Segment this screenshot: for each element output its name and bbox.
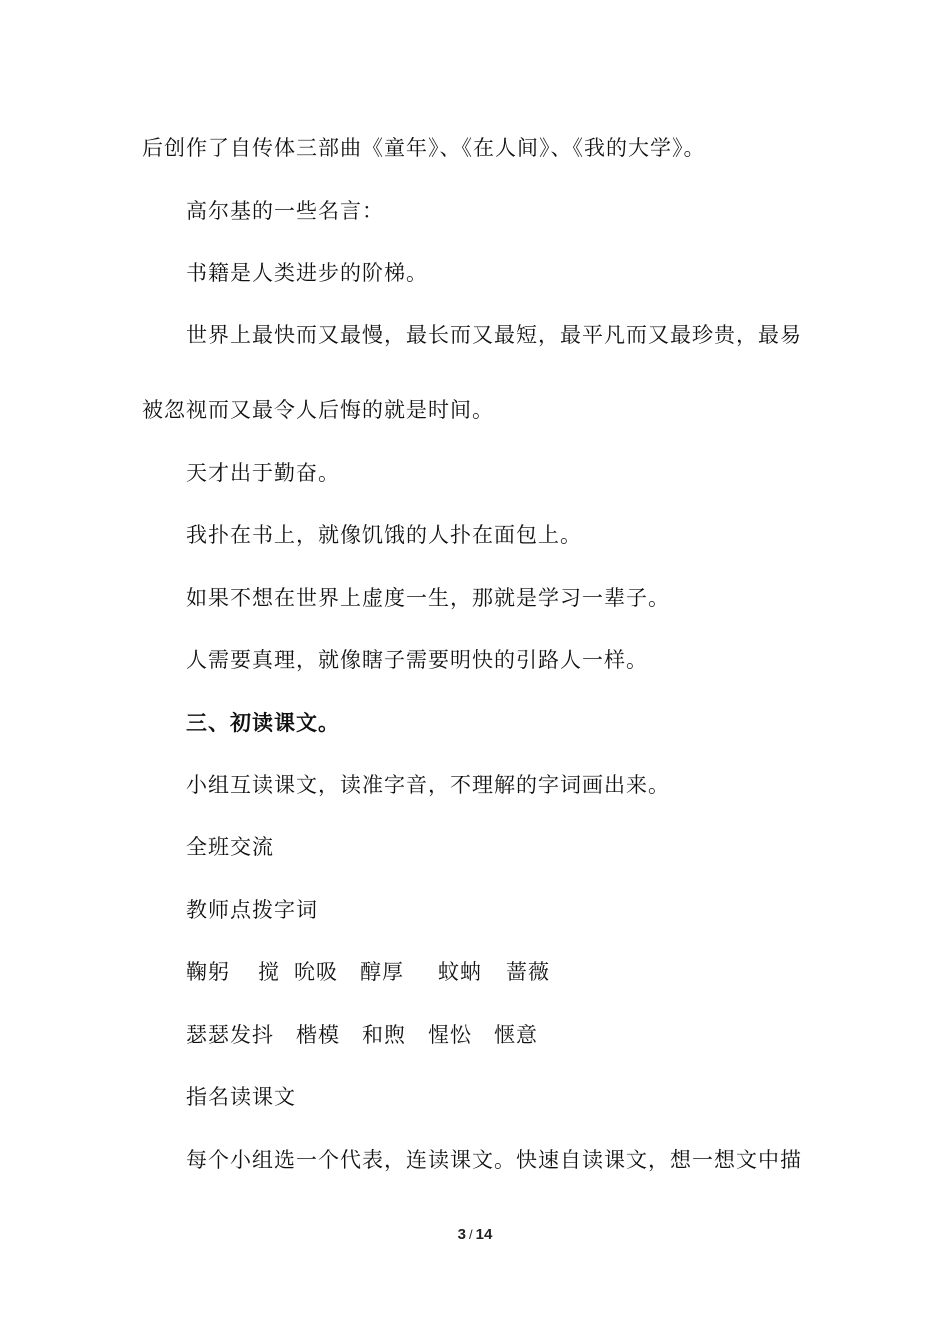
vocab-row bbox=[186, 1021, 538, 1049]
section-heading: 三、初读课文。 bbox=[186, 710, 340, 735]
page-separator: / bbox=[469, 1227, 473, 1242]
total-pages: 14 bbox=[475, 1226, 493, 1243]
quote-line: 书籍是人类进步的阶梯。 bbox=[186, 261, 428, 285]
quote-line: 世界上最快而又最慢，最长而又最短，最平凡而又最珍贵，最易 bbox=[186, 323, 802, 347]
vocab-word: 醇厚 bbox=[360, 960, 404, 984]
vocab-word: 搅 bbox=[258, 960, 280, 984]
vocab-word: 惺忪 bbox=[428, 1023, 472, 1047]
vocab-word: 和煦 bbox=[362, 1023, 406, 1047]
paragraph-line: 指名读课文 bbox=[186, 1085, 296, 1109]
quote-line: 人需要真理，就像瞎子需要明快的引路人一样。 bbox=[186, 648, 648, 672]
vocab-word: 蔷薇 bbox=[506, 960, 550, 984]
quote-line-continued: 被忽视而又最令人后悔的就是时间。 bbox=[142, 398, 494, 422]
quote-line: 如果不想在世界上虚度一生，那就是学习一辈子。 bbox=[186, 586, 670, 610]
paragraph-line: 教师点拨字词 bbox=[186, 898, 318, 922]
vocab-word: 瑟瑟发抖 bbox=[186, 1023, 274, 1047]
vocab-word: 惬意 bbox=[494, 1023, 538, 1047]
paragraph-line: 后创作了自传体三部曲《童年》、《在人间》、《我的大学》。 bbox=[142, 136, 706, 160]
paragraph-line: 高尔基的一些名言： bbox=[186, 199, 384, 223]
vocab-row bbox=[186, 958, 550, 986]
quote-line: 我扑在书上，就像饥饿的人扑在面包上。 bbox=[186, 523, 582, 547]
vocab-word: 蚊蚋 bbox=[438, 960, 482, 984]
vocab-word: 楷模 bbox=[296, 1023, 340, 1047]
paragraph-line: 全班交流 bbox=[186, 835, 274, 859]
quote-line: 天才出于勤奋。 bbox=[186, 461, 340, 485]
paragraph-line: 每个小组选一个代表，连读课文。快速自读课文，想一想文中描 bbox=[186, 1148, 802, 1172]
current-page: 3 bbox=[457, 1226, 467, 1243]
vocab-word: 吮吸 bbox=[294, 960, 338, 984]
page-number bbox=[0, 1226, 950, 1243]
vocab-word: 鞠躬 bbox=[186, 960, 230, 984]
paragraph-line: 小组互读课文，读准字音，不理解的字词画出来。 bbox=[186, 773, 670, 797]
